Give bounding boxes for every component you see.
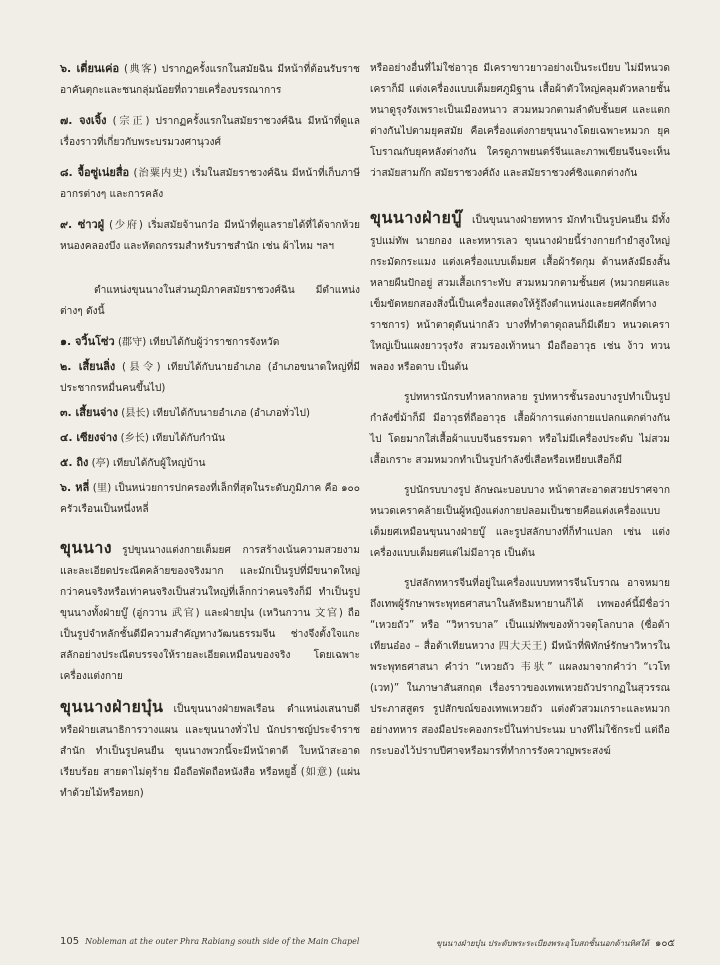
list-item: ๖. เตี่ยนเค่อ (典客) ปรากฏครั้งแรกในสมัยฉิน มีหน้าที่ต้อนรับราชอาคันตุกะและชนกลุ่มน้อยที่ถวายเครื่องบรรณาการ xyxy=(60,62,360,96)
spacer xyxy=(60,266,360,280)
section-heading: ขุนนางฝ่ายบุ๋น xyxy=(60,697,164,716)
footer-caption-thai: ขุนนางฝ่ายบุ๋น ประดับพระระเบียงพระอุโบสถชั้นนอกด้านทิศใต้ ๑๐๕ xyxy=(435,938,675,949)
list-item: ๗. จงเจิ้ง (宗正) ปรากฏครั้งแรกในสมัยราชวงศ์ฉิน มีหน้าที่ดูแลเรื่องราวที่เกี่ยวกับพระบรมวงศานุวงศ์ xyxy=(60,114,360,148)
spacer xyxy=(370,193,670,207)
page-number-thai: ๑๐๕ xyxy=(654,938,675,949)
continued-paragraph: หรืออย่างอื่นที่ไม่ใช่อาวุธ มีเคราขาวยาวอย่างเป็นระเบียบ ไม่มีหนวดเคราก็มี แต่งเครื่องแบบเต็มยศภูมิฐาน เสื้อผ้าตัวใหญ่คลุมตัวหลายชั้นหนาดูรุงรังเพราะเป็นเมืองหนาว สวมหมวกตามลำดับชั้นยศ และแตกต่างกันไปตามยุคสมัย คือเครื่องแต่งกายขุนนางโดยเฉพาะหมวก ยุคโบราณกับยุคหลังต่างกัน ใครดูภาพยนตร์จีนและภาพเขียนจีนจะเห็นว่าสมัยสามก๊ก สมัยราชวงศ์ถัง และสมัยราชวงศ์ชิงแตกต่างกัน xyxy=(370,63,670,179)
paragraph: รูปทหารนักรบทำหลากหลาย รูปทหารชั้นรองบางรูปทำเป็นรูปกำลังขี่ม้าก็มี มีอาวุธที่ถืออาวุธ เสื้อผ้าการแต่งกายแปลกแตกต่างกันไป โดยมากใส่เสื้อผ้าแบบจีนธรรมดา หรือไม่มีเครื่องประดับ ไม่สวมเสื้อเกราะ สวมหมวกทำเป็นรูปกำลังขี่เสือหรือเหยียบเสือก็มี xyxy=(370,392,670,466)
regional-intro: ตำแหน่งขุนนางในส่วนภูมิภาคสมัยราชวงศ์ฉิน มีตำแหน่งต่างๆ ดังนี้ xyxy=(60,285,360,317)
list-item: ๔. เซียงจ่าง (乡长) เทียบได้กับกำนัน xyxy=(60,431,226,444)
page-number: 105 xyxy=(60,936,80,947)
list-item: ๘. จื้อซู่เน่ยสื่อ (治粟内史) เริ่มในสมัยราชวงศ์ฉิน มีหน้าที่เก็บภาษีอากรต่างๆ และการคลัง xyxy=(60,166,360,200)
footer-caption-english: 105 Nobleman at the outer Phra Rabiang south side of the Main Chapel xyxy=(60,936,360,947)
right-column xyxy=(370,58,670,771)
list-item: ๙. ซ่าวฝู่ (少府) เริ่มสมัยจ้านกว๋อ มีหน้าที่ดูแลรายได้ที่ได้จากห้วยหนองคลองบึง และหัตถกรรมสำหรับราชสำนัก เช่น ผ้าไหม ฯลฯ xyxy=(60,218,360,252)
list-item: ๕. ถิง (亭) เทียบได้กับผู้ใหญ่บ้าน xyxy=(60,456,206,469)
list-item: ๒. เสี้ยนลิ่ง (县令) เทียบได้กับนายอำเภอ (อำเภอขนาดใหญ่ที่มีประชากรหมื่นคนขึ้นไป) xyxy=(60,360,360,394)
paragraph: รูปนักรบบางรูป ลักษณะบอบบาง หน้าตาสะอาดสวยปราศจากหนวดเคราคล้ายเป็นผู้หญิงแต่งกายปลอมเป็นชายคือแต่งเครื่องแบบเต็มยศเหมือนขุนนางฝ่ายบู๊ และรูปสลักบางที่ก็ทำแปลก เช่น แต่งเครื่องแบบเต็มยศแต่ไม่มีอาวุธ เป็นต้น xyxy=(370,485,670,559)
bu-paragraph: ขุนนางฝ่ายบู๊ เป็นขุนนางฝ่ายทหาร มักทำเป็นรูปคนยืน มีทั้งรูปแม่ทัพ นายกอง และทหารเลว ขุนนางฝ่ายนี้ร่างกายกำยำสูงใหญ่กระมัดกระแมง แต่งเครื่องแบบเต็มยศ เสื้อผ้ารัดกุม ด้านหลังมีธงสั้นหลายผืนปักอยู่ สวมเสื้อเกราะทับ สวมหมวกตามชั้นยศ (หมวกยศและเข็มขัดหยกสองสิ่งนี้เป็นเครื่องแสดงให้รู้ถึงตำแหน่งและยศศักดิ์ทางราชการ) หน้าตาดุดันน่ากลัว บางที่ทำตาดุถลนก็มีเดียว หนวดเคราใหญ่เป็นแผงยาวรุงรัง สวมรองเท้าหนา มือถืออาวุธ เช่น ง้าว ทวน พลอง หรือดาบ เป็นต้น xyxy=(370,208,670,373)
left-column xyxy=(60,58,360,813)
page-footer xyxy=(60,936,675,952)
section-heading: ขุนนางฝ่ายบู๊ xyxy=(370,208,462,227)
section-heading: ขุนนาง xyxy=(60,538,113,557)
bun-paragraph: ขุนนางฝ่ายบุ๋น เป็นขุนนางฝ่ายพลเรือน ตำแหน่งเสนาบดี หรือฝ่ายเสนาธิการวางแผน และขุนนางทั่วไป นักปราชญ์ประจำราชสำนัก ทำเป็นรูปคนยืน ขุนนางพวกนี้จะมีหน้าตาดี ใบหน้าสะอาดเรียบร้อย สายตาไม่ดุร้าย มือถือพัดถือหนังสือ หรือหยูอี้ (如意) (แผ่นทำด้วยไม้หรือหยก) xyxy=(60,697,360,799)
spacer xyxy=(60,523,360,537)
khunnang-paragraph: ขุนนาง รูปขุนนางแต่งกายเต็มยศ การสร้างเน้นความสวยงามและละเอียดประณีตคล้ายของจริงมาก และมักเป็นรูปที่มีขนาดใหญ่กว่าคนจริงหรือเท่าคนจริงเป็นส่วนใหญ่ที่เล็กกว่าคนจริงก็มี ทำเป็นรูปขุนนางทั้งฝ่ายบู๊ (อู่กวาน 武官) และฝ่ายบุ๋น (เหวินกวาน 文官) ถือเป็นรูปจำหลักชั้นดีมีความสำคัญทางวัฒนธรรมจีน ช่างจึงตั้งใจแกะสลักอย่างประณีตบรรจงให้รายละเอียดเหมือนของจริง โดยเฉพาะเครื่องแต่งกาย xyxy=(60,538,360,682)
list-item: ๓. เสี้ยนจ่าง (县长) เทียบได้กับนายอำเภอ (อำเภอทั่วไป) xyxy=(60,406,310,419)
list-item: ๖. หลี่ (里) เป็นหน่วยการปกครองที่เล็กที่สุดในระดับภูมิภาค คือ ๑๐๐ ครัวเรือนเป็นหนึ่งหลี่ xyxy=(60,481,360,515)
paragraph: รูปสลักทหารจีนที่อยู่ในเครื่องแบบทหารจีนโบราณ อาจหมายถึงเทพผู้รักษาพระพุทธศาสนาในลัทธิมหายานก็ได้ เทพองค์นี้มีชื่อว่า “เหวยถัว” หรือ “วิหารบาล” เป็นแม่ทัพของท้าวจตุโลกบาล (ซื่อต้าเทียนอ๋อง – สื่อต้าเทียนหวาง 四大天王) มีหน้าที่พิทักษ์รักษาวิหารในพระพุทธศาสนา คำว่า “เหวยถัว 韦驮” แผลงมาจากคำว่า “เวโท (เวท)” ในภาษาสันสกฤต เรื่องราวของเทพเหวยถัวปรากฏในสุวรรณประภาสสูตร รูปสักขณ์ของเทพเหวยถัว แต่งตัวสวมเกราะและหมวกอย่างทหาร สองมือประคองกระบี่ในท่าประนม บางทีไม่ใช้กระบี่ แต่ถือกระบองไว้ปราบปีศาจหรือมารที่ทำการรังควาญพระสงฆ์ xyxy=(370,578,670,757)
list-item: ๑. จวิ้นโซ่ว (郡守) เทียบได้กับผู้ว่าราชการจังหวัด xyxy=(60,335,280,348)
